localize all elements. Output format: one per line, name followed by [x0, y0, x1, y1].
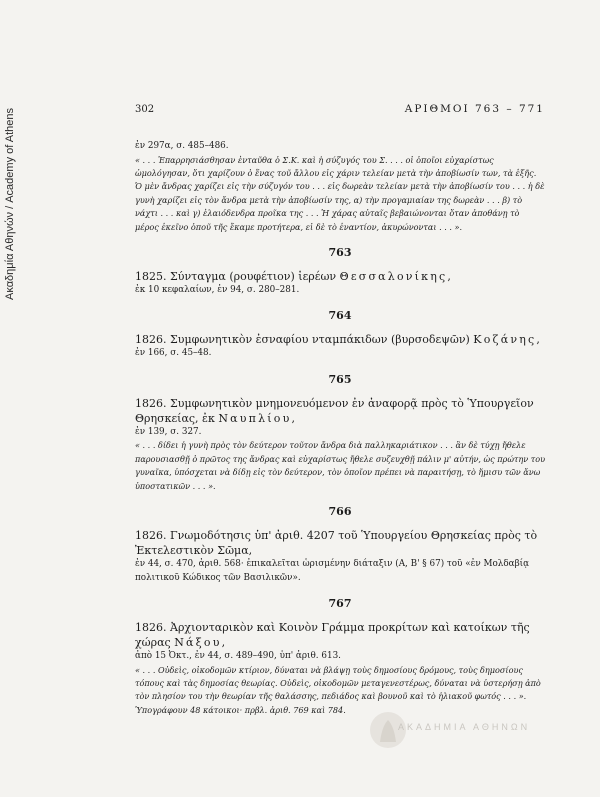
entry-764 — [135, 309, 545, 361]
entry-763 — [135, 246, 545, 298]
entry-year: 1826. — [135, 529, 167, 543]
entry-number: 765 — [328, 372, 352, 386]
entry-list — [135, 246, 545, 717]
entry-title: Συμφωνητικὸν μνημονευόμενον ἐν ἀναφορᾷ πρὸς τὸ Ὑπουργεῖον Θρησκείας, ἐκ — [135, 396, 534, 425]
entry-767 — [135, 597, 545, 717]
page-header — [135, 103, 545, 118]
entry-place: Θεσσαλονίκης, — [339, 269, 454, 283]
entry-year: 1826. — [135, 621, 167, 635]
entry-heading — [135, 528, 545, 558]
entry-title: Γνωμοδότησις ὑπ' ἀριθ. 4207 τοῦ Ὑπουργείου Θρησκείας πρὸς τὸ Ἐκτελεστικὸν Σῶμα, — [135, 529, 538, 558]
entry-quote: « . . . Οὐδεὶς, οἰκοδομῶν κτίριον, δύναται νὰ βλάψῃ τοὺς δημοσίους δρόμους, τοὺς δημοσίους τόπους καὶ τὰς δημοσίας θεωρίας. Οὐδεὶς, οἰκοδομῶν μεταγενεστέρως, δύναται νὰ ὑστερήσῃ ἀπὸ τὸν πλησίον του τὴν θεωρίαν τῆς θαλάσσης, πεδιάδος καὶ βουνοῦ καὶ τὸ ἡλιακοῦ φωτός . . . ». Ὑπογράφουν 48 κάτοικοι· πρβλ. ἀριθ. 769 καὶ 784. — [135, 664, 541, 715]
entry-year: 1825. — [135, 269, 167, 283]
running-title: ΑΡΙΘΜΟΙ 763 – 771 — [404, 103, 545, 115]
entry-citation: ἀπὸ 15 Ὀκτ., ἐν 44, σ. 489–490, ὑπ' ἀριθ. 613. — [135, 651, 341, 662]
entry-citation: ἐν 44, σ. 470, ἀριθ. 568· ἐπικαλεῖται ὡρισμένην διάταξιν (Α, Β' § 67) τοῦ «ἐν Μολδαβίᾳ πολιτικοῦ Κώδικος τῶν Βασιλικῶν». — [135, 559, 530, 583]
entry-number: 764 — [328, 309, 352, 323]
side-label-text: Ακαδημία Αθηνών / Academy of Athens — [4, 107, 16, 300]
entry-title: Σύνταγμα (ρουφέτιον) ἱερέων — [170, 269, 337, 283]
entry-title: Ἀρχιονταρικὸν καὶ Κοινὸν Γράμμα προκρίτων καὶ κατοίκων τῆς χώρας — [135, 621, 530, 650]
entry-place: Ναυπλίου, — [218, 411, 298, 425]
entry-citation: ἐν 139, σ. 327. — [135, 426, 202, 437]
entry-citation: ἐν 166, σ. 45–48. — [135, 348, 212, 359]
entry-place: Κοζάνης, — [473, 333, 543, 347]
entry-number: 763 — [328, 245, 352, 259]
page-number: 302 — [135, 104, 155, 115]
entry-year: 1826. — [135, 396, 167, 410]
entry-766 — [135, 505, 545, 585]
entry-year: 1826. — [135, 333, 167, 347]
intro-citation: ἐν 297α, σ. 485–486. — [135, 141, 229, 151]
page — [135, 103, 545, 717]
entry-place: Νάξου, — [174, 636, 228, 650]
entry-citation: ἐκ 10 κεφαλαίων, ἐν 94, σ. 280–281. — [135, 284, 300, 295]
entry-heading — [135, 396, 545, 426]
entry-heading — [135, 332, 545, 347]
entry-heading — [135, 620, 545, 650]
entry-heading — [135, 269, 545, 284]
entry-title: Συμφωνητικὸν ἐσναφίου νταμπάκιδων (βυρσοδεψῶν) — [170, 333, 470, 347]
entry-quote: « . . . δίδει ἡ γυνὴ πρὸς τὸν δεύτερον τοῦτον ἄνδρα διὰ παλληκαριάτικον . . . ἂν δὲ τύχῃ ἤθελε παρουσιασθῇ ὁ πρῶτος της ἄνδρας καὶ εὐχαρίστως ἤθελε συζευχθῇ πάλιν μ' αὐτήν, ὡς πρώτην του γυναῖκα, ὑπόσχεται νὰ δίδῃ εἰς τὸν δεύτερον, τὸν ὁποῖον πρέπει νὰ παραιτήσῃ, τὸ ἥμισυ τῶν ἄνω ὑποστατικῶν . . . ». — [135, 440, 546, 491]
entry-number: 767 — [328, 597, 352, 611]
intro-quote: « . . . Ἐπαρρησιάσθησαν ἐνταῦθα ὁ Σ.Κ. καὶ ἡ σύζυγός του Σ. . . . οἱ ὁποῖοι εὐχαρίστως ὡμολόγησαν, ὅτι χαρίζουν ὁ ἕνας τοῦ ἄλλου εἰς χάριν τελείαν μετὰ τὴν ἀποβίωσίν των, τὰ ἑξῆς. Ὁ μὲν ἄνδρας χαρίζει εἰς τὴν σύζυγόν του . . . εἰς δωρεὰν τελείαν μετὰ τὴν ἀποβίωσίν του . . . ἡ δὲ γυνὴ χαρίζει εἰς τὸν ἄνδρα μετὰ τὴν ἀποβίωσίν της, α) τὴν προγαμιαίαν της δωρεὰν . . . β) τὸ νάχτι . . . καὶ γ) ἐλαιόδενδρα προῖκα της . . . Ἡ χάρας αὐταῖς βεβαιώνονται ὅταν ἀποθάνῃ τὸ μέρος ἐκεῖνο ὁποῦ τῆς ἔκαμε προτήτερα, εἰ δὲ τὸ ἐναντίον, ἀκυρώνονται . . . ». — [135, 154, 545, 232]
entry-765 — [135, 373, 545, 493]
entry-number: 766 — [328, 505, 352, 519]
watermark-text: ΑΚΑΔΗΜΙΑ ΑΘΗΝΩΝ — [398, 722, 531, 732]
